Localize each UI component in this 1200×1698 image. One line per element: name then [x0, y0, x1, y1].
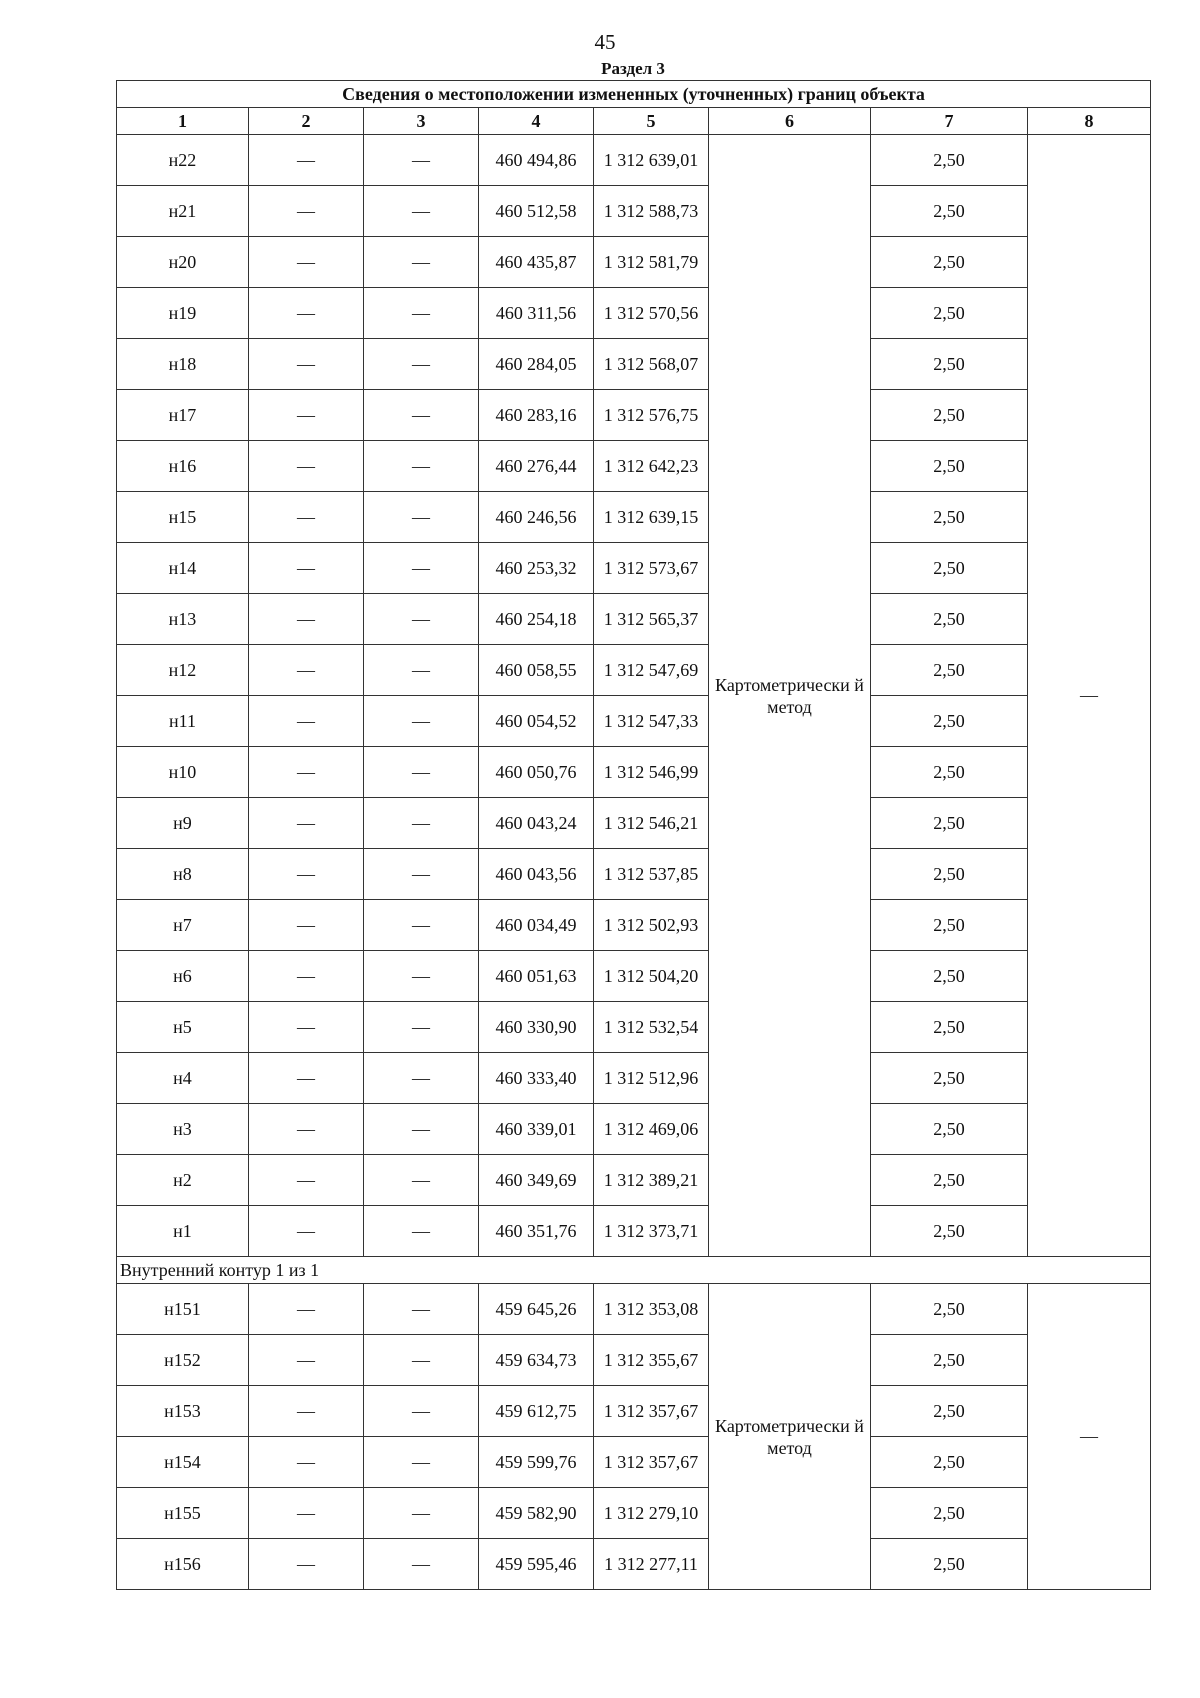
- table-row: [117, 1155, 1151, 1206]
- y-coordinate-cell: 1 312 357,67: [594, 1437, 709, 1488]
- column-2-cell: —: [249, 645, 364, 696]
- point-name-cell: н14: [117, 543, 249, 594]
- y-coordinate-cell: 1 312 642,23: [594, 441, 709, 492]
- column-number: 4: [479, 108, 594, 135]
- column-number: 6: [709, 108, 871, 135]
- point-name-cell: н153: [117, 1386, 249, 1437]
- accuracy-cell: 2,50: [871, 135, 1028, 186]
- boundary-coordinates-table: [116, 80, 1151, 1590]
- column-3-cell: —: [364, 1104, 479, 1155]
- y-coordinate-cell: 1 312 279,10: [594, 1488, 709, 1539]
- accuracy-cell: 2,50: [871, 390, 1028, 441]
- table-row: [117, 237, 1151, 288]
- column-3-cell: —: [364, 1539, 479, 1590]
- column-3-cell: —: [364, 390, 479, 441]
- point-name-cell: н12: [117, 645, 249, 696]
- column-2-cell: —: [249, 696, 364, 747]
- point-name-cell: н15: [117, 492, 249, 543]
- x-coordinate-cell: 460 050,76: [479, 747, 594, 798]
- x-coordinate-cell: 460 494,86: [479, 135, 594, 186]
- point-name-cell: н2: [117, 1155, 249, 1206]
- x-coordinate-cell: 459 645,26: [479, 1284, 594, 1335]
- accuracy-cell: 2,50: [871, 237, 1028, 288]
- y-coordinate-cell: 1 312 537,85: [594, 849, 709, 900]
- x-coordinate-cell: 460 058,55: [479, 645, 594, 696]
- point-name-cell: н6: [117, 951, 249, 1002]
- x-coordinate-cell: 460 043,56: [479, 849, 594, 900]
- point-name-cell: н4: [117, 1053, 249, 1104]
- table-caption: Сведения о местоположении измененных (уточненных) границ объекта: [117, 81, 1151, 108]
- accuracy-cell: 2,50: [871, 849, 1028, 900]
- x-coordinate-cell: 460 330,90: [479, 1002, 594, 1053]
- point-name-cell: н156: [117, 1539, 249, 1590]
- column-2-cell: —: [249, 1539, 364, 1590]
- y-coordinate-cell: 1 312 504,20: [594, 951, 709, 1002]
- x-coordinate-cell: 460 333,40: [479, 1053, 594, 1104]
- column-8-cell: —: [1028, 135, 1151, 1257]
- point-name-cell: н151: [117, 1284, 249, 1335]
- column-2-cell: —: [249, 951, 364, 1002]
- accuracy-cell: 2,50: [871, 696, 1028, 747]
- x-coordinate-cell: 460 283,16: [479, 390, 594, 441]
- y-coordinate-cell: 1 312 639,15: [594, 492, 709, 543]
- accuracy-cell: 2,50: [871, 1335, 1028, 1386]
- column-3-cell: —: [364, 1053, 479, 1104]
- accuracy-cell: 2,50: [871, 186, 1028, 237]
- column-3-cell: —: [364, 288, 479, 339]
- accuracy-cell: 2,50: [871, 1002, 1028, 1053]
- column-2-cell: —: [249, 441, 364, 492]
- column-3-cell: —: [364, 1206, 479, 1257]
- table-row: [117, 1284, 1151, 1335]
- column-number: 8: [1028, 108, 1151, 135]
- column-number-row: [117, 108, 1151, 135]
- section-title: Раздел 3: [601, 59, 665, 78]
- table-row: [117, 747, 1151, 798]
- method-cell: Картометрически й метод: [709, 135, 871, 1257]
- column-3-cell: —: [364, 186, 479, 237]
- table-row: [117, 1488, 1151, 1539]
- y-coordinate-cell: 1 312 353,08: [594, 1284, 709, 1335]
- column-3-cell: —: [364, 1335, 479, 1386]
- table-row: [117, 1053, 1151, 1104]
- x-coordinate-cell: 459 582,90: [479, 1488, 594, 1539]
- column-3-cell: —: [364, 1155, 479, 1206]
- accuracy-cell: 2,50: [871, 1284, 1028, 1335]
- y-coordinate-cell: 1 312 277,11: [594, 1539, 709, 1590]
- column-2-cell: —: [249, 237, 364, 288]
- point-name-cell: н8: [117, 849, 249, 900]
- table-row: [117, 288, 1151, 339]
- table-row: [117, 1437, 1151, 1488]
- column-8-cell: —: [1028, 1284, 1151, 1590]
- table-row: [117, 1104, 1151, 1155]
- column-2-cell: —: [249, 900, 364, 951]
- table-row: [117, 900, 1151, 951]
- y-coordinate-cell: 1 312 373,71: [594, 1206, 709, 1257]
- column-3-cell: —: [364, 849, 479, 900]
- x-coordinate-cell: 460 246,56: [479, 492, 594, 543]
- column-2-cell: —: [249, 1386, 364, 1437]
- table-row: [117, 594, 1151, 645]
- point-name-cell: н10: [117, 747, 249, 798]
- accuracy-cell: 2,50: [871, 288, 1028, 339]
- y-coordinate-cell: 1 312 547,69: [594, 645, 709, 696]
- column-2-cell: —: [249, 492, 364, 543]
- x-coordinate-cell: 460 253,32: [479, 543, 594, 594]
- table-row: [117, 1206, 1151, 1257]
- accuracy-cell: 2,50: [871, 1053, 1028, 1104]
- column-2-cell: —: [249, 1488, 364, 1539]
- column-3-cell: —: [364, 645, 479, 696]
- x-coordinate-cell: 459 595,46: [479, 1539, 594, 1590]
- x-coordinate-cell: 459 634,73: [479, 1335, 594, 1386]
- column-3-cell: —: [364, 543, 479, 594]
- accuracy-cell: 2,50: [871, 747, 1028, 798]
- page-number: 45: [594, 30, 616, 54]
- x-coordinate-cell: 460 512,58: [479, 186, 594, 237]
- column-3-cell: —: [364, 951, 479, 1002]
- y-coordinate-cell: 1 312 581,79: [594, 237, 709, 288]
- table-row: [117, 441, 1151, 492]
- accuracy-cell: 2,50: [871, 492, 1028, 543]
- column-2-cell: —: [249, 849, 364, 900]
- point-name-cell: н5: [117, 1002, 249, 1053]
- accuracy-cell: 2,50: [871, 645, 1028, 696]
- column-3-cell: —: [364, 696, 479, 747]
- point-name-cell: н19: [117, 288, 249, 339]
- table-row: [117, 135, 1151, 186]
- table-row: [117, 1335, 1151, 1386]
- table-row: [117, 390, 1151, 441]
- point-name-cell: н20: [117, 237, 249, 288]
- column-3-cell: —: [364, 1002, 479, 1053]
- column-2-cell: —: [249, 390, 364, 441]
- column-3-cell: —: [364, 1437, 479, 1488]
- x-coordinate-cell: 460 051,63: [479, 951, 594, 1002]
- column-2-cell: —: [249, 543, 364, 594]
- column-2-cell: —: [249, 594, 364, 645]
- table-row: [117, 696, 1151, 747]
- column-2-cell: —: [249, 798, 364, 849]
- y-coordinate-cell: 1 312 546,99: [594, 747, 709, 798]
- point-name-cell: н16: [117, 441, 249, 492]
- x-coordinate-cell: 460 349,69: [479, 1155, 594, 1206]
- point-name-cell: н9: [117, 798, 249, 849]
- table-row: [117, 339, 1151, 390]
- column-3-cell: —: [364, 1284, 479, 1335]
- table-row: [117, 1539, 1151, 1590]
- column-2-cell: —: [249, 288, 364, 339]
- contour-label: Внутренний контур 1 из 1: [117, 1257, 1151, 1284]
- point-name-cell: н7: [117, 900, 249, 951]
- column-number: 3: [364, 108, 479, 135]
- accuracy-cell: 2,50: [871, 798, 1028, 849]
- table-caption-row: [117, 81, 1151, 108]
- contour-label-row: [117, 1257, 1151, 1284]
- y-coordinate-cell: 1 312 502,93: [594, 900, 709, 951]
- point-name-cell: н18: [117, 339, 249, 390]
- accuracy-cell: 2,50: [871, 543, 1028, 594]
- table-row: [117, 492, 1151, 543]
- column-2-cell: —: [249, 1206, 364, 1257]
- x-coordinate-cell: 459 599,76: [479, 1437, 594, 1488]
- column-2-cell: —: [249, 747, 364, 798]
- table-row: [117, 543, 1151, 594]
- column-2-cell: —: [249, 339, 364, 390]
- point-name-cell: н155: [117, 1488, 249, 1539]
- table-row: [117, 1002, 1151, 1053]
- x-coordinate-cell: 460 311,56: [479, 288, 594, 339]
- column-2-cell: —: [249, 1104, 364, 1155]
- table-row: [117, 645, 1151, 696]
- point-name-cell: н152: [117, 1335, 249, 1386]
- accuracy-cell: 2,50: [871, 1155, 1028, 1206]
- accuracy-cell: 2,50: [871, 594, 1028, 645]
- x-coordinate-cell: 460 254,18: [479, 594, 594, 645]
- column-3-cell: —: [364, 339, 479, 390]
- y-coordinate-cell: 1 312 547,33: [594, 696, 709, 747]
- point-name-cell: н154: [117, 1437, 249, 1488]
- table-row: [117, 798, 1151, 849]
- y-coordinate-cell: 1 312 357,67: [594, 1386, 709, 1437]
- point-name-cell: н21: [117, 186, 249, 237]
- y-coordinate-cell: 1 312 570,56: [594, 288, 709, 339]
- column-3-cell: —: [364, 798, 479, 849]
- y-coordinate-cell: 1 312 546,21: [594, 798, 709, 849]
- x-coordinate-cell: 460 339,01: [479, 1104, 594, 1155]
- column-3-cell: —: [364, 441, 479, 492]
- y-coordinate-cell: 1 312 512,96: [594, 1053, 709, 1104]
- accuracy-cell: 2,50: [871, 441, 1028, 492]
- column-3-cell: —: [364, 237, 479, 288]
- x-coordinate-cell: 460 043,24: [479, 798, 594, 849]
- column-2-cell: —: [249, 135, 364, 186]
- column-2-cell: —: [249, 186, 364, 237]
- table-row: [117, 186, 1151, 237]
- column-3-cell: —: [364, 135, 479, 186]
- x-coordinate-cell: 460 034,49: [479, 900, 594, 951]
- table-row: [117, 849, 1151, 900]
- method-cell: Картометрически й метод: [709, 1284, 871, 1590]
- point-name-cell: н13: [117, 594, 249, 645]
- y-coordinate-cell: 1 312 389,21: [594, 1155, 709, 1206]
- column-number: 1: [117, 108, 249, 135]
- point-name-cell: н22: [117, 135, 249, 186]
- column-3-cell: —: [364, 900, 479, 951]
- column-2-cell: —: [249, 1284, 364, 1335]
- y-coordinate-cell: 1 312 573,67: [594, 543, 709, 594]
- accuracy-cell: 2,50: [871, 339, 1028, 390]
- y-coordinate-cell: 1 312 568,07: [594, 339, 709, 390]
- y-coordinate-cell: 1 312 565,37: [594, 594, 709, 645]
- accuracy-cell: 2,50: [871, 1386, 1028, 1437]
- column-2-cell: —: [249, 1053, 364, 1104]
- accuracy-cell: 2,50: [871, 1104, 1028, 1155]
- x-coordinate-cell: 460 435,87: [479, 237, 594, 288]
- table-row: [117, 1386, 1151, 1437]
- column-3-cell: —: [364, 747, 479, 798]
- column-2-cell: —: [249, 1155, 364, 1206]
- column-2-cell: —: [249, 1335, 364, 1386]
- accuracy-cell: 2,50: [871, 900, 1028, 951]
- column-number: 5: [594, 108, 709, 135]
- accuracy-cell: 2,50: [871, 1437, 1028, 1488]
- column-3-cell: —: [364, 594, 479, 645]
- point-name-cell: н17: [117, 390, 249, 441]
- point-name-cell: н11: [117, 696, 249, 747]
- y-coordinate-cell: 1 312 639,01: [594, 135, 709, 186]
- x-coordinate-cell: 460 284,05: [479, 339, 594, 390]
- accuracy-cell: 2,50: [871, 1539, 1028, 1590]
- column-number: 2: [249, 108, 364, 135]
- column-3-cell: —: [364, 1488, 479, 1539]
- accuracy-cell: 2,50: [871, 1206, 1028, 1257]
- column-number: 7: [871, 108, 1028, 135]
- x-coordinate-cell: 460 276,44: [479, 441, 594, 492]
- point-name-cell: н3: [117, 1104, 249, 1155]
- y-coordinate-cell: 1 312 576,75: [594, 390, 709, 441]
- column-2-cell: —: [249, 1437, 364, 1488]
- y-coordinate-cell: 1 312 355,67: [594, 1335, 709, 1386]
- column-3-cell: —: [364, 492, 479, 543]
- y-coordinate-cell: 1 312 469,06: [594, 1104, 709, 1155]
- table-row: [117, 951, 1151, 1002]
- y-coordinate-cell: 1 312 532,54: [594, 1002, 709, 1053]
- point-name-cell: н1: [117, 1206, 249, 1257]
- x-coordinate-cell: 460 351,76: [479, 1206, 594, 1257]
- accuracy-cell: 2,50: [871, 1488, 1028, 1539]
- column-3-cell: —: [364, 1386, 479, 1437]
- column-2-cell: —: [249, 1002, 364, 1053]
- accuracy-cell: 2,50: [871, 951, 1028, 1002]
- x-coordinate-cell: 459 612,75: [479, 1386, 594, 1437]
- y-coordinate-cell: 1 312 588,73: [594, 186, 709, 237]
- x-coordinate-cell: 460 054,52: [479, 696, 594, 747]
